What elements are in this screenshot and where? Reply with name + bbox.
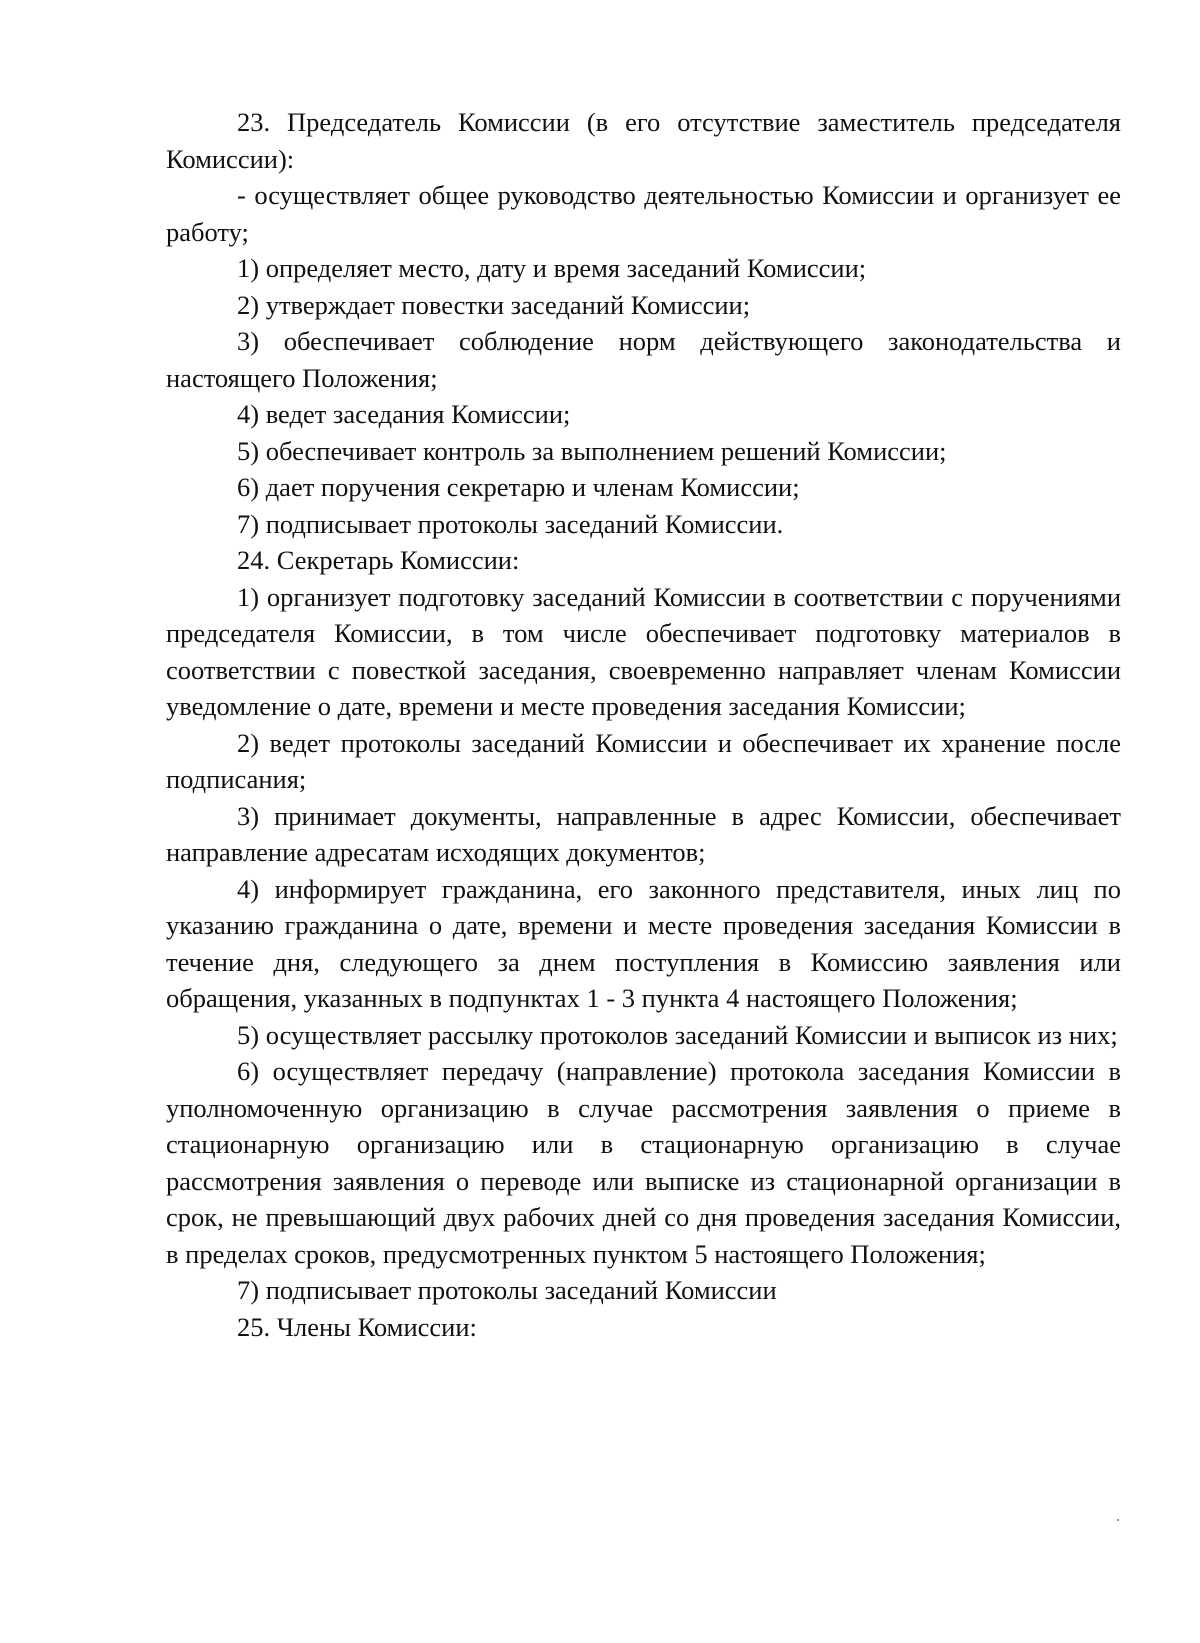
paragraph-secretary-item-7: 7) подписывает протоколы заседаний Комиссии — [237, 1275, 777, 1305]
scan-speck — [1117, 1519, 1119, 1521]
paragraph-secretary-item-6: 6) осуществляет передачу (направление) протокола заседания Комиссии в уполномоченную организацию в случае рассмотрения заявления о приеме в стационарную организацию или в стационарную организацию в случае рассмотрения заявления о переводе или выписке из стационарной организации в срок, не превышающий двух рабочих дней со дня проведения заседания Комиссии, в пределах сроков, предусмотренных пунктом 5 настоящего Положения; — [166, 1056, 1121, 1269]
paragraph-secretary-item-1: 1) организует подготовку заседаний Комиссии в соответствии с поручениями председателя Комиссии, в том числе обеспечивает подготовку материалов в соответствии с повесткой заседания, своевременно направляет членам Комиссии уведомление о дате, времени и месте проведения заседания Комиссии; — [166, 581, 1121, 721]
paragraph-chair-item-1: 1) определяет место, дату и время заседаний Комиссии; — [237, 253, 867, 283]
paragraph-secretary-item-2: 2) ведет протоколы заседаний Комиссии и обеспечивает их хранение после подписания; — [166, 727, 1121, 794]
paragraph-chair-item-5: 5) обеспечивает контроль за выполнением решений Комиссии; — [237, 435, 947, 466]
paragraph-secretary-item-5: 5) осуществляет рассылку протоколов заседаний Комиссии и выписок из них; — [237, 1019, 1118, 1050]
paragraph-25-members: 25. Члены Комиссии: — [237, 1311, 477, 1342]
paragraph-general-management: - осуществляет общее руководство деятельностью Комиссии и организует ее работу; — [166, 180, 1121, 247]
paragraph-chair-item-6: 6) дает поручения секретарю и членам Комиссии; — [237, 472, 800, 502]
paragraph-chair-item-4: 4) ведет заседания Комиссии; — [237, 399, 571, 429]
paragraph-23-chairman: 23. Председатель Комиссии (в его отсутствие заместитель председателя Комиссии): — [166, 107, 1121, 174]
document-body — [166, 104, 1121, 1345]
paragraph-24-secretary: 24. Секретарь Комиссии: — [237, 545, 520, 575]
paragraph-chair-item-7: 7) подписывает протоколы заседаний Комиссии. — [237, 508, 784, 539]
paragraph-secretary-item-3: 3) принимает документы, направленные в адрес Комиссии, обеспечивает направление адресатам исходящих документов; — [166, 800, 1121, 867]
paragraph-secretary-item-4: 4) информирует гражданина, его законного представителя, иных лиц по указанию гражданина о дате, времени и месте проведения заседания Комиссии в течение дня, следующего за днем поступления в Комиссию заявления или обращения, указанных в подпунктах 1 - 3 пункта 4 настоящего Положения; — [166, 873, 1121, 1013]
paragraph-chair-item-2: 2) утверждает повестки заседаний Комиссии; — [237, 289, 751, 320]
paragraph-chair-item-3: 3) обеспечивает соблюдение норм действующего законодательства и настоящего Положения; — [166, 326, 1121, 393]
